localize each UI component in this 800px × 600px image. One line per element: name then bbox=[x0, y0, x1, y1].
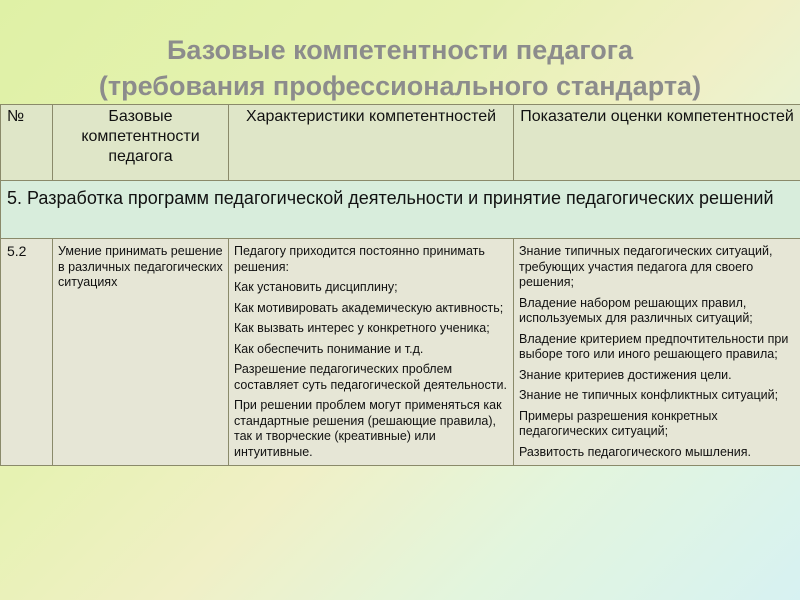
header-characteristics: Характеристики компетентностей bbox=[229, 105, 514, 181]
competence-table bbox=[0, 104, 800, 466]
indicator-item: Развитость педагогического мышления. bbox=[519, 444, 752, 459]
slide-title bbox=[0, 32, 800, 104]
characteristic-item: Как мотивировать академическую активность; bbox=[234, 300, 504, 315]
characteristic-item: Как установить дисциплину; bbox=[234, 280, 398, 294]
title-line-2: (требования профессионального стандарта) bbox=[98, 71, 702, 101]
characteristic-item: При решении проблем могут применяться как стандартные решения (решающие правила), так и творческие (креативные) или интуитивные. bbox=[234, 398, 502, 459]
header-indicators: Показатели оценки компетентностей bbox=[514, 105, 800, 181]
section-row bbox=[1, 181, 800, 239]
characteristic-item: Как вызвать интерес у конкретного ученика; bbox=[234, 321, 490, 335]
row-indicators bbox=[514, 239, 800, 466]
title-line-1: Базовые компетентности педагога bbox=[166, 35, 634, 65]
indicator-item: Примеры разрешения конкретных педагогических ситуаций; bbox=[519, 408, 718, 438]
table-header-row bbox=[1, 105, 800, 181]
section-title: 5. Разработка программ педагогической деятельности и принятие педагогических решений bbox=[1, 181, 800, 239]
row-competence: Умение принимать решение в различных педагогических ситуациях bbox=[53, 239, 229, 466]
header-competence: Базовые компетентности педагога bbox=[53, 105, 229, 181]
indicator-item: Знание не типичных конфликтных ситуаций; bbox=[519, 388, 779, 402]
header-num: № bbox=[1, 105, 53, 181]
indicator-item: Владение набором решающих правил, используемых для различных ситуаций; bbox=[519, 295, 753, 325]
indicator-item: Владение критерием предпочтительности при выборе того или иного решающего правила; bbox=[519, 331, 789, 361]
characteristic-item: Педагогу приходится постоянно принимать решения: bbox=[234, 244, 485, 274]
characteristic-item: Как обеспечить понимание и т.д. bbox=[234, 341, 424, 356]
table-row bbox=[1, 239, 800, 466]
row-num: 5.2 bbox=[1, 239, 53, 466]
indicator-item: Знание типичных педагогических ситуаций, требующих участия педагога для своего решения; bbox=[519, 244, 773, 289]
characteristic-item: Разрешение педагогических проблем составляет суть педагогической деятельности. bbox=[234, 362, 507, 392]
indicator-item: Знание критериев достижения цели. bbox=[519, 367, 732, 382]
row-characteristics bbox=[229, 239, 514, 466]
